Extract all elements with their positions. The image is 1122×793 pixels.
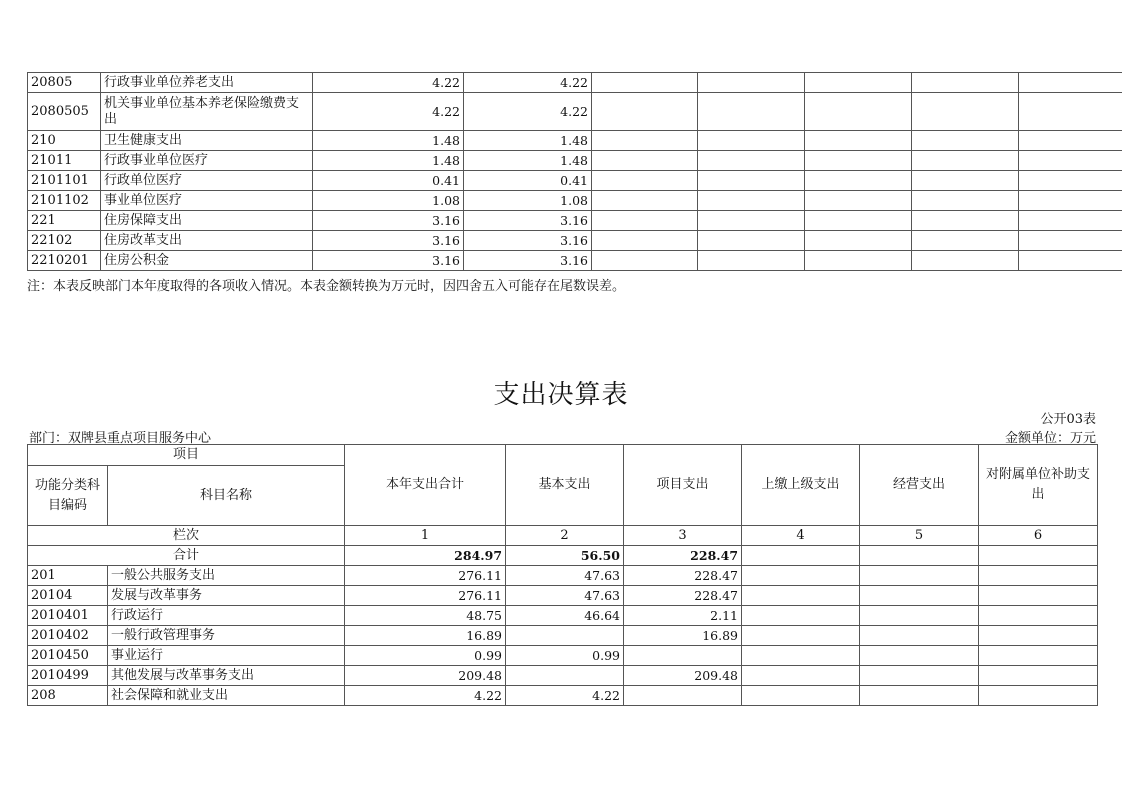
total-cell: 4.22 — [345, 686, 506, 706]
empty-cell — [979, 566, 1098, 586]
basic-cell: 0.99 — [506, 646, 624, 666]
header-business: 经营支出 — [860, 445, 979, 526]
sum-row — [28, 546, 1098, 566]
empty-cell — [592, 191, 698, 211]
column-number: 1 — [345, 526, 506, 546]
table-row — [28, 151, 1122, 171]
code-cell: 2101102 — [28, 191, 101, 211]
basic-cell: 47.63 — [506, 566, 624, 586]
name-cell: 住房保障支出 — [101, 211, 313, 231]
name-cell: 一般行政管理事务 — [108, 626, 345, 646]
empty-cell — [979, 646, 1098, 666]
amount-cell: 1.08 — [464, 191, 592, 211]
empty-cell — [860, 566, 979, 586]
expenditure-table — [27, 444, 1098, 706]
empty-cell — [592, 151, 698, 171]
empty-cell — [698, 171, 805, 191]
empty-cell — [1019, 211, 1122, 231]
empty-cell — [979, 686, 1098, 706]
code-cell: 20104 — [28, 586, 108, 606]
table-row — [28, 646, 1098, 666]
code-cell: 2210201 — [28, 251, 101, 271]
total-cell: 48.75 — [345, 606, 506, 626]
empty-cell — [805, 93, 912, 131]
form-number: 公开03表 — [1040, 412, 1096, 427]
column-number-label: 栏次 — [28, 526, 345, 546]
empty-cell — [698, 251, 805, 271]
empty-cell — [805, 171, 912, 191]
empty-cell — [592, 93, 698, 131]
empty-cell — [1019, 93, 1122, 131]
table-row — [28, 626, 1098, 646]
column-number-row — [28, 526, 1098, 546]
empty-cell — [698, 231, 805, 251]
empty-cell — [1019, 73, 1122, 93]
amount-cell: 0.41 — [464, 171, 592, 191]
project-cell — [624, 686, 742, 706]
amount-cell: 1.48 — [464, 131, 592, 151]
amount-cell: 1.48 — [313, 131, 464, 151]
project-cell: 228.47 — [624, 586, 742, 606]
column-number: 6 — [979, 526, 1098, 546]
empty-cell — [860, 646, 979, 666]
total-cell: 276.11 — [345, 566, 506, 586]
empty-cell — [912, 191, 1019, 211]
page-title: 支出决算表 — [493, 380, 629, 410]
sum-total: 284.97 — [345, 546, 506, 566]
code-cell: 2010402 — [28, 626, 108, 646]
empty-cell — [1019, 171, 1122, 191]
table-row — [28, 586, 1098, 606]
header-project-expense: 项目支出 — [624, 445, 742, 526]
table-row — [28, 666, 1098, 686]
amount-cell: 3.16 — [313, 231, 464, 251]
table-note: 注：本表反映部门本年度取得的各项收入情况。本表金额转换为万元时，因四舍五入可能存在尾数误差。 — [27, 279, 626, 294]
column-number: 2 — [506, 526, 624, 546]
amount-cell: 3.16 — [464, 231, 592, 251]
table-row — [28, 251, 1122, 271]
amount-cell: 4.22 — [464, 93, 592, 131]
amount-cell: 3.16 — [464, 251, 592, 271]
name-cell: 社会保障和就业支出 — [108, 686, 345, 706]
empty-cell — [912, 251, 1019, 271]
header-subsidy: 对附属单位补助支出 — [979, 445, 1098, 526]
empty-cell — [742, 606, 860, 626]
code-cell: 21011 — [28, 151, 101, 171]
empty-cell — [592, 73, 698, 93]
empty-cell — [979, 546, 1098, 566]
empty-cell — [698, 73, 805, 93]
empty-cell — [805, 151, 912, 171]
name-cell: 其他发展与改革事务支出 — [108, 666, 345, 686]
name-cell: 住房改革支出 — [101, 231, 313, 251]
header-row-1 — [28, 445, 1098, 466]
empty-cell — [1019, 251, 1122, 271]
sum-label: 合计 — [28, 546, 345, 566]
sum-basic: 56.50 — [506, 546, 624, 566]
empty-cell — [805, 211, 912, 231]
basic-cell — [506, 666, 624, 686]
code-cell: 2010450 — [28, 646, 108, 666]
amount-cell: 4.22 — [313, 93, 464, 131]
empty-cell — [805, 131, 912, 151]
empty-cell — [698, 131, 805, 151]
project-cell: 16.89 — [624, 626, 742, 646]
empty-cell — [912, 171, 1019, 191]
amount-cell: 3.16 — [313, 211, 464, 231]
table-row — [28, 211, 1122, 231]
basic-cell: 4.22 — [506, 686, 624, 706]
code-cell: 2010401 — [28, 606, 108, 626]
name-cell: 行政事业单位养老支出 — [101, 73, 313, 93]
empty-cell — [592, 171, 698, 191]
empty-cell — [805, 191, 912, 211]
empty-cell — [912, 231, 1019, 251]
empty-cell — [805, 251, 912, 271]
code-cell: 2101101 — [28, 171, 101, 191]
empty-cell — [912, 151, 1019, 171]
code-cell: 210 — [28, 131, 101, 151]
empty-cell — [860, 546, 979, 566]
empty-cell — [742, 566, 860, 586]
project-cell: 228.47 — [624, 566, 742, 586]
amount-cell: 1.48 — [313, 151, 464, 171]
amount-cell: 3.16 — [313, 251, 464, 271]
header-subject-name: 科目名称 — [108, 466, 345, 526]
empty-cell — [742, 586, 860, 606]
empty-cell — [912, 93, 1019, 131]
header-upper: 上缴上级支出 — [742, 445, 860, 526]
code-cell: 2080505 — [28, 93, 101, 131]
table-row — [28, 93, 1122, 131]
code-cell: 22102 — [28, 231, 101, 251]
column-number: 4 — [742, 526, 860, 546]
amount-cell: 1.48 — [464, 151, 592, 171]
empty-cell — [742, 626, 860, 646]
name-cell: 行政运行 — [108, 606, 345, 626]
empty-cell — [1019, 191, 1122, 211]
basic-cell — [506, 626, 624, 646]
basic-cell: 47.63 — [506, 586, 624, 606]
empty-cell — [860, 666, 979, 686]
table-row — [28, 566, 1098, 586]
empty-cell — [592, 251, 698, 271]
table-row — [28, 606, 1098, 626]
header-project: 项目 — [28, 445, 345, 466]
empty-cell — [860, 626, 979, 646]
empty-cell — [698, 191, 805, 211]
empty-cell — [1019, 151, 1122, 171]
empty-cell — [912, 73, 1019, 93]
amount-unit-label: 金额单位：万元 — [1004, 431, 1096, 446]
header-basic: 基本支出 — [506, 445, 624, 526]
table-row — [28, 231, 1122, 251]
column-number: 5 — [860, 526, 979, 546]
code-cell: 20805 — [28, 73, 101, 93]
amount-cell: 4.22 — [313, 73, 464, 93]
empty-cell — [979, 666, 1098, 686]
header-func-code: 功能分类科目编码 — [28, 466, 108, 526]
code-cell: 208 — [28, 686, 108, 706]
table-row — [28, 171, 1122, 191]
empty-cell — [698, 151, 805, 171]
empty-cell — [979, 626, 1098, 646]
empty-cell — [805, 231, 912, 251]
total-cell: 276.11 — [345, 586, 506, 606]
project-cell — [624, 646, 742, 666]
empty-cell — [742, 646, 860, 666]
table-row — [28, 191, 1122, 211]
name-cell: 发展与改革事务 — [108, 586, 345, 606]
empty-cell — [805, 73, 912, 93]
empty-cell — [979, 586, 1098, 606]
empty-cell — [698, 93, 805, 131]
amount-cell: 3.16 — [464, 211, 592, 231]
amount-cell: 0.41 — [313, 171, 464, 191]
department-label: 部门：双牌县重点项目服务中心 — [29, 431, 212, 446]
name-cell: 事业单位医疗 — [101, 191, 313, 211]
name-cell: 行政单位医疗 — [101, 171, 313, 191]
table-row — [28, 686, 1098, 706]
total-cell: 0.99 — [345, 646, 506, 666]
empty-cell — [860, 586, 979, 606]
sum-project: 228.47 — [624, 546, 742, 566]
name-cell: 卫生健康支出 — [101, 131, 313, 151]
amount-cell: 1.08 — [313, 191, 464, 211]
empty-cell — [592, 211, 698, 231]
column-number: 3 — [624, 526, 742, 546]
empty-cell — [742, 686, 860, 706]
name-cell: 事业运行 — [108, 646, 345, 666]
name-cell: 机关事业单位基本养老保险缴费支出 — [101, 93, 313, 131]
name-cell: 一般公共服务支出 — [108, 566, 345, 586]
table-row — [28, 131, 1122, 151]
code-cell: 201 — [28, 566, 108, 586]
table-row — [28, 73, 1122, 93]
empty-cell — [912, 131, 1019, 151]
empty-cell — [592, 131, 698, 151]
code-cell: 2010499 — [28, 666, 108, 686]
empty-cell — [742, 666, 860, 686]
empty-cell — [1019, 231, 1122, 251]
empty-cell — [742, 546, 860, 566]
empty-cell — [860, 686, 979, 706]
total-cell: 209.48 — [345, 666, 506, 686]
project-cell: 209.48 — [624, 666, 742, 686]
empty-cell — [979, 606, 1098, 626]
header-total: 本年支出合计 — [345, 445, 506, 526]
name-cell: 住房公积金 — [101, 251, 313, 271]
total-cell: 16.89 — [345, 626, 506, 646]
amount-cell: 4.22 — [464, 73, 592, 93]
prev-page-table — [27, 72, 1122, 271]
code-cell: 221 — [28, 211, 101, 231]
basic-cell: 46.64 — [506, 606, 624, 626]
project-cell: 2.11 — [624, 606, 742, 626]
name-cell: 行政事业单位医疗 — [101, 151, 313, 171]
empty-cell — [698, 211, 805, 231]
empty-cell — [912, 211, 1019, 231]
empty-cell — [860, 606, 979, 626]
empty-cell — [592, 231, 698, 251]
empty-cell — [1019, 131, 1122, 151]
